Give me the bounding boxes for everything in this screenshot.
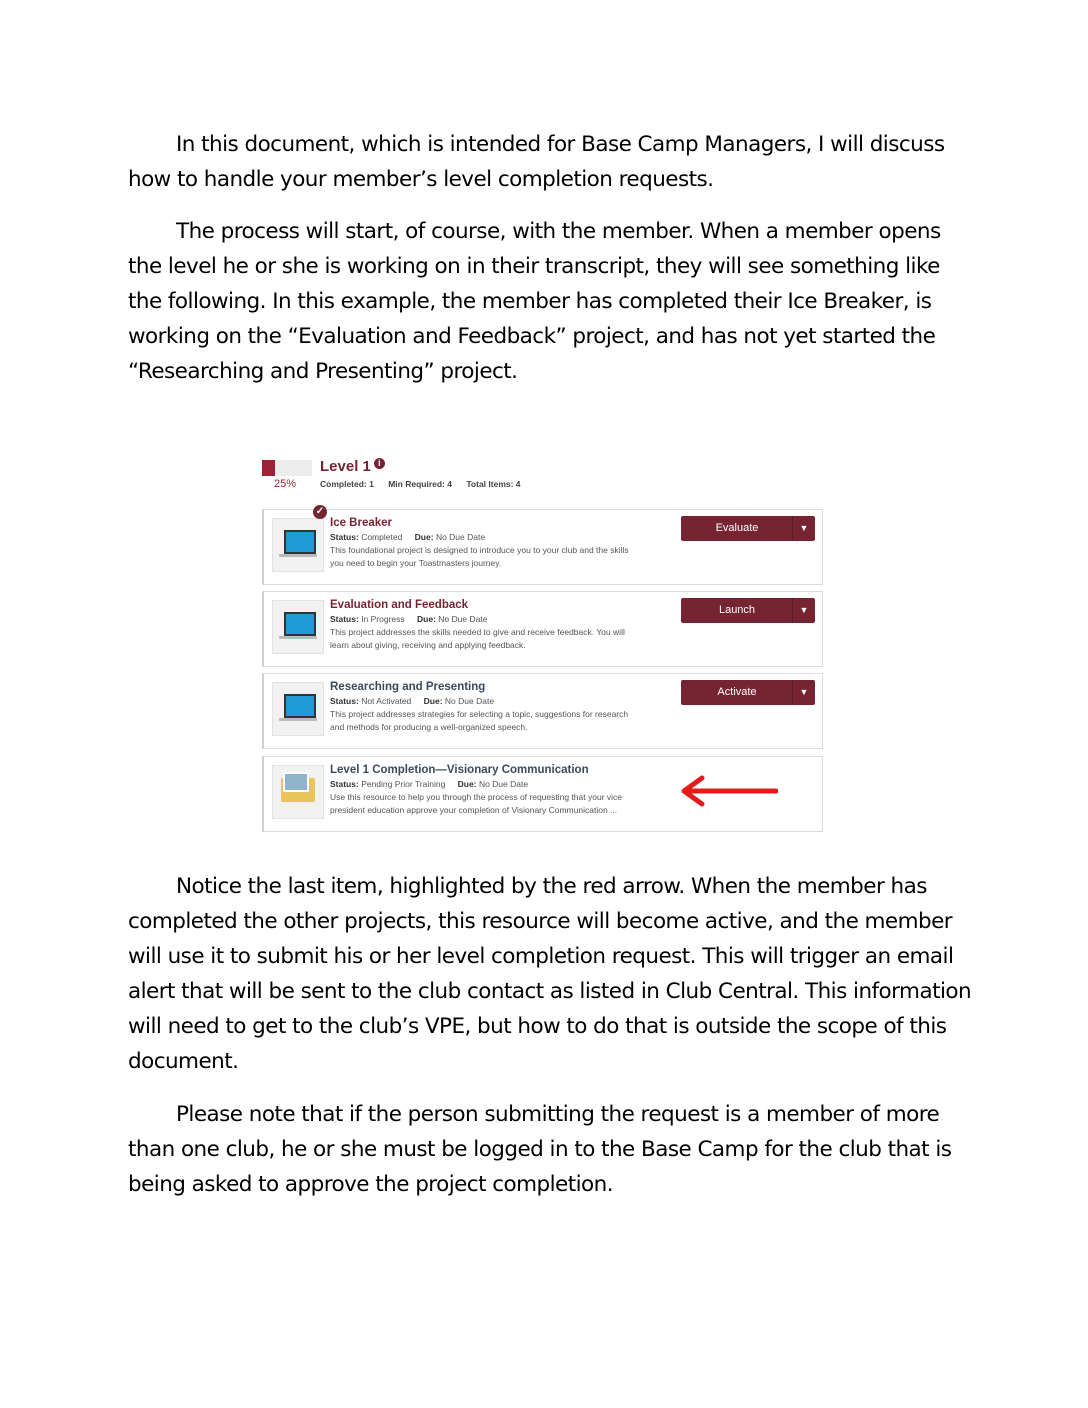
project-status: Status: Pending Prior Training Due: No Due Date xyxy=(330,779,529,789)
text-line: will need to get to the club’s VPE, but how to do that is outside the scope of this xyxy=(128,1014,947,1039)
project-title[interactable]: Evaluation and Feedback xyxy=(330,599,469,611)
text-line: the following. In this example, the member has completed their Ice Breaker, is xyxy=(128,289,932,314)
paragraph-notice xyxy=(128,869,972,1079)
text-line: the level he or she is working on in their transcript, they will see something like xyxy=(128,254,940,279)
text-line: alert that will be sent to the club contact as listed in Club Central. This information xyxy=(128,979,972,1004)
text-line: will use it to submit his or her level completion request. This will trigger an email xyxy=(128,944,954,969)
paragraph-note xyxy=(128,1097,968,1202)
text-line: Notice the last item, highlighted by the red arrow. When the member has xyxy=(176,874,927,899)
project-title[interactable]: Level 1 Completion—Visionary Communication xyxy=(330,764,589,776)
text-line: “Researching and Presenting” project. xyxy=(128,359,518,384)
text-line: being asked to approve the project completion. xyxy=(128,1172,613,1197)
folder-icon xyxy=(272,765,324,819)
project-title[interactable]: Researching and Presenting xyxy=(330,681,486,693)
activate-button-label[interactable]: Activate xyxy=(717,686,757,698)
text-line: how to handle your member’s level completion requests. xyxy=(128,167,714,192)
project-status: Status: Completed Due: No Due Date xyxy=(330,532,486,542)
laptop-icon xyxy=(272,600,324,654)
level-progress-bar xyxy=(262,460,312,476)
project-description: This foundational project is designed to introduce you to your club and the skills you need to begin your Toastmasters journey. xyxy=(330,545,629,568)
project-card-researching-presenting[interactable] xyxy=(262,673,823,749)
text-line: In this document, which is intended for Base Camp Managers, I will discuss xyxy=(176,132,945,157)
chevron-down-icon[interactable]: ▼ xyxy=(792,516,815,541)
level-progress-label: 25% xyxy=(274,478,297,490)
launch-button-label[interactable]: Launch xyxy=(718,604,756,616)
completed-check-icon: ✓ xyxy=(313,505,327,519)
completed-count: Completed: 1 xyxy=(320,479,374,489)
project-status: Status: Not Activated Due: No Due Date xyxy=(330,696,495,706)
project-description: Use this resource to help you through the process of requesting that your vice president education approve your completion of Visionary Communication ... xyxy=(330,792,622,815)
evaluate-button[interactable] xyxy=(681,516,815,541)
level-progress-fill xyxy=(262,460,275,476)
chevron-down-icon[interactable]: ▼ xyxy=(792,598,815,623)
total-items-count: Total Items: 4 xyxy=(466,479,521,489)
chevron-down-icon[interactable]: ▼ xyxy=(792,680,815,705)
project-card-evaluation-feedback[interactable] xyxy=(262,591,823,667)
red-arrow-icon xyxy=(678,774,778,808)
launch-button[interactable] xyxy=(681,598,815,623)
level-title-text: Level 1 xyxy=(320,458,371,475)
level-stats xyxy=(320,479,533,489)
text-line: document. xyxy=(128,1049,239,1074)
info-icon[interactable]: i xyxy=(374,458,385,469)
paragraph-process xyxy=(128,214,968,389)
min-required-count: Min Required: 4 xyxy=(388,479,452,489)
text-line: Please note that if the person submitting the request is a member of more xyxy=(176,1102,940,1127)
laptop-icon xyxy=(272,518,324,572)
text-line: than one club, he or she must be logged in to the Base Camp for the club that is xyxy=(128,1137,952,1162)
evaluate-button-label[interactable]: Evaluate xyxy=(715,522,759,534)
project-status: Status: In Progress Due: No Due Date xyxy=(330,614,488,624)
project-title[interactable]: Ice Breaker xyxy=(330,517,393,529)
laptop-icon xyxy=(272,682,324,736)
text-line: The process will start, of course, with the member. When a member opens xyxy=(176,219,941,244)
project-description: This project addresses strategies for selecting a topic, suggestions for research and methods for producing a well-organized speech. xyxy=(330,709,629,732)
paragraph-intro xyxy=(128,127,968,197)
activate-button[interactable] xyxy=(681,680,815,705)
level-title xyxy=(320,458,385,475)
text-line: completed the other projects, this resource will become active, and the member xyxy=(128,909,953,934)
text-line: working on the “Evaluation and Feedback” project, and has not yet started the xyxy=(128,324,936,349)
project-description: This project addresses the skills needed to give and receive feedback. You will learn about giving, receiving and applying feedback. xyxy=(330,627,625,650)
transcript-screenshot xyxy=(260,452,825,832)
project-card-ice-breaker[interactable] xyxy=(262,506,823,585)
